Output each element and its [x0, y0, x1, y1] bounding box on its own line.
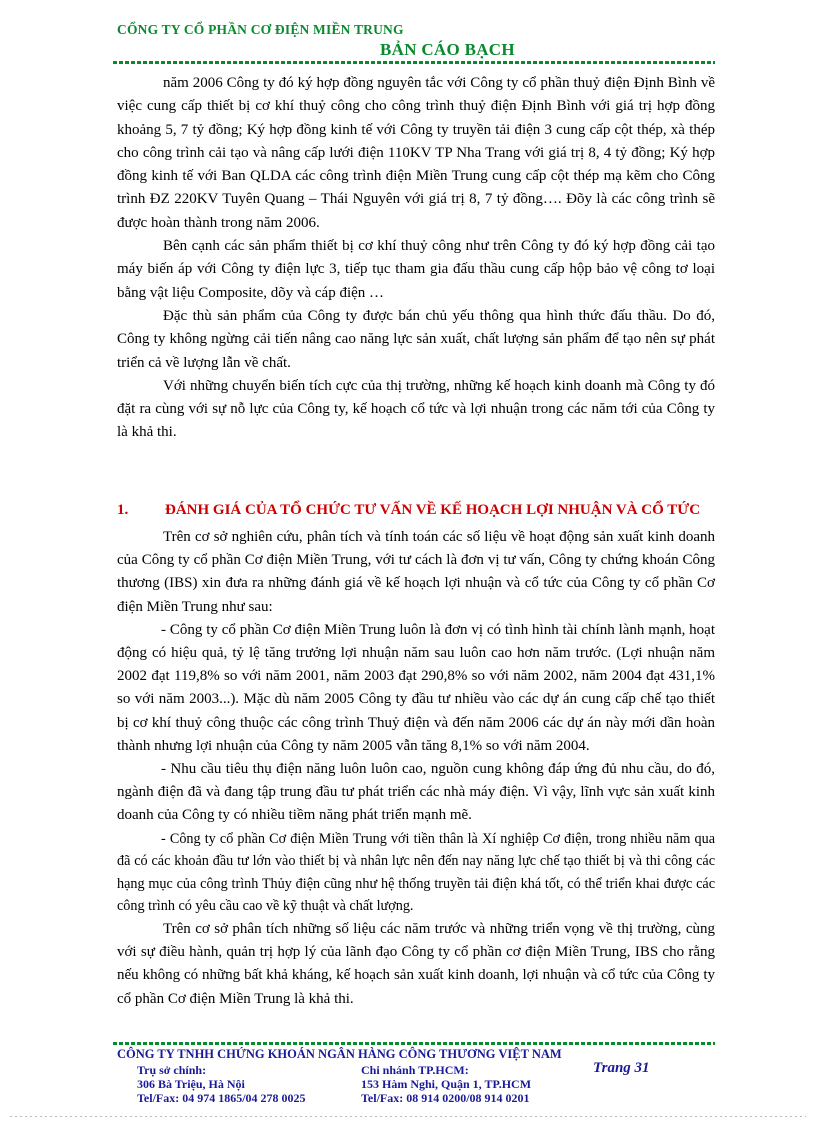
branch-label: Chi nhánh TP.HCM: [361, 1063, 469, 1077]
header-divider [113, 61, 715, 64]
head-office-address: 306 Bà Triệu, Hà Nội [137, 1077, 245, 1091]
section-title: ĐÁNH GIÁ CỦA TỔ CHỨC TƯ VẤN VỀ KẾ HOẠCH LỢI NHUẬN VÀ CỔ TỨC [165, 502, 701, 518]
page-edge-dots [10, 1116, 806, 1117]
paragraph: năm 2006 Công ty đó ký hợp đồng nguyên tắc với Công ty cổ phần thuỷ điện Định Bình về việc cung cấp thiết bị cơ khí thuỷ công cho công trình thuỷ điện Định Bình với giá trị hợp đồng khoảng 5, 7 tỷ đồng; Ký hợp đồng kinh tế với Công ty truyền tải điện 3 cung cấp cột thép, xà thép cho công trình cải tạo và nâng cấp lưới điện 110KV TP Nha Trang với giá trị 8, 4 tỷ đồng; Ký hợp đồng kinh tế với Ban QLDA các công trình điện Miền Trung cung cấp cột thép mạ kẽm cho Công trình ĐZ 220KV Tuyên Quang – Thái Nguyên với giá trị 8, 7 tỷ đồng…. Đõy là các công trình sẽ được hoàn thành trong năm 2006. [117, 75, 715, 231]
bullet-paragraph: - Công ty cổ phần Cơ điện Miền Trung với tiền thân là Xí nghiệp Cơ điện, trong nhiều năm qua đã có các khoản đầu tư lớn vào thiết bị và nhân lực nên đến nay năng lực chế tạo thiết bị và thi công các hạng mục của công trình Thủy điện cũng như hệ thống truyền tải điện khá tốt, có thể triển khai được các công trình có yêu cầu cao về kỹ thuật và chất lượng. [117, 830, 715, 915]
section-heading [117, 499, 715, 521]
footer-divider [113, 1042, 715, 1045]
bullet-paragraph: - Nhu cầu tiêu thụ điện năng luôn luôn cao, nguồn cung không đáp ứng đủ nhu cầu, do đó, ngành điện đã và đang tập trung đầu tư phát triển các nhà máy điện. Vì vậy, lĩnh vực sản xuất kinh doanh của Công ty có nhiều tiềm năng phát triển mạnh mẽ. [117, 761, 715, 824]
footer [117, 1047, 717, 1105]
page-number: Trang 31 [593, 1060, 650, 1076]
paragraph: Trên cơ sở nghiên cứu, phân tích và tính toán các số liệu về hoạt động sản xuất kinh doanh của Công ty cổ phần Cơ điện Miền Trung, với tư cách là đơn vị tư vấn, Công ty chứng khoán Công thương (IBS) xin đưa ra những đánh giá về kế hoạch lợi nhuận và cổ tức của Công ty cổ phần Cơ điện Miền Trung như sau: [117, 529, 715, 615]
footer-branch [361, 1063, 591, 1105]
bullet-paragraph: - Công ty cổ phần Cơ điện Miền Trung luôn là đơn vị có tình hình tài chính lành mạnh, hoạt động có hiệu quả, tỷ lệ tăng trưởng lợi nhuận năm sau luôn cao hơn năm trước. (Lợi nhuận năm 2002 đạt 119,8% so với năm 2001, năm 2003 đạt 290,8% so với năm 2002, năm 2004 đạt 431,1% so với năm 2003...). Mặc dù năm 2005 Công ty đầu tư nhiều vào các dự án cung cấp chế tạo thiết bị cơ khí thuỷ công thuộc các công trình Thuỷ điện và đến năm 2006 các dự án này mới dần hoàn thành nhưng lợi nhuận của Công ty năm 2005 vẫn tăng 8,1% so với năm 2004. [117, 621, 715, 754]
head-office-label: Trụ sở chính: [137, 1063, 207, 1077]
section-number: 1. [117, 502, 129, 518]
paragraph: Đặc thù sản phẩm của Công ty được bán chủ yếu thông qua hình thức đấu thầu. Do đó, Công ty không ngừng cải tiến nâng cao năng lực sản xuất, chất lượng sản phẩm để tạo nên sự phát triển cả về lượng lẫn về chất. [117, 307, 715, 371]
header-company-name: CỔNG TY CỔ PHẦN CƠ ĐIỆN MIỀN TRUNG [117, 22, 404, 37]
footer-head-office [137, 1063, 357, 1105]
branch-phone: Tel/Fax: 08 914 0200/08 914 0201 [361, 1091, 530, 1105]
section-body [117, 526, 715, 1011]
head-office-phone: Tel/Fax: 04 974 1865/04 278 0025 [137, 1091, 306, 1105]
document-title: BẢN CÁO BẠCH [380, 40, 515, 59]
paragraph: Trên cơ sở phân tích những số liệu các năm trước và những triển vọng về thị trường, cùng với sự điều hành, quản trị hợp lý của lãnh đạo Công ty cổ phần cơ điện Miền Trung, IBS cho rằng nếu không có những bất khả kháng, kế hoạch sản xuất kinh doanh, lợi nhuận và cổ tức của Công ty cổ phần Cơ điện Miền Trung là khả thi. [117, 921, 715, 1007]
body-text [117, 72, 715, 445]
paragraph: Bên cạnh các sản phẩm thiết bị cơ khí thuỷ công như trên Công ty đó ký hợp đồng cải tạo máy biến áp với Công ty điện lực 3, tiếp tục tham gia đấu thầu cung cấp hộp bảo vệ công tơ loại bằng vật liệu Composite, dõy và cáp điện … [117, 238, 715, 301]
footer-company: CÔNG TY TNHH CHỨNG KHOÁN NGÂN HÀNG CÔNG THƯƠNG VIỆT NAM [117, 1047, 562, 1061]
paragraph: Với những chuyển biến tích cực của thị trường, những kế hoạch kinh doanh mà Công ty đó đặt ra cùng với sự nỗ lực của Công ty, kế hoạch cổ tức và lợi nhuận trong các năm tới của Công ty là khả thi. [117, 377, 715, 441]
branch-address: 153 Hàm Nghi, Quận 1, TP.HCM [361, 1077, 532, 1091]
